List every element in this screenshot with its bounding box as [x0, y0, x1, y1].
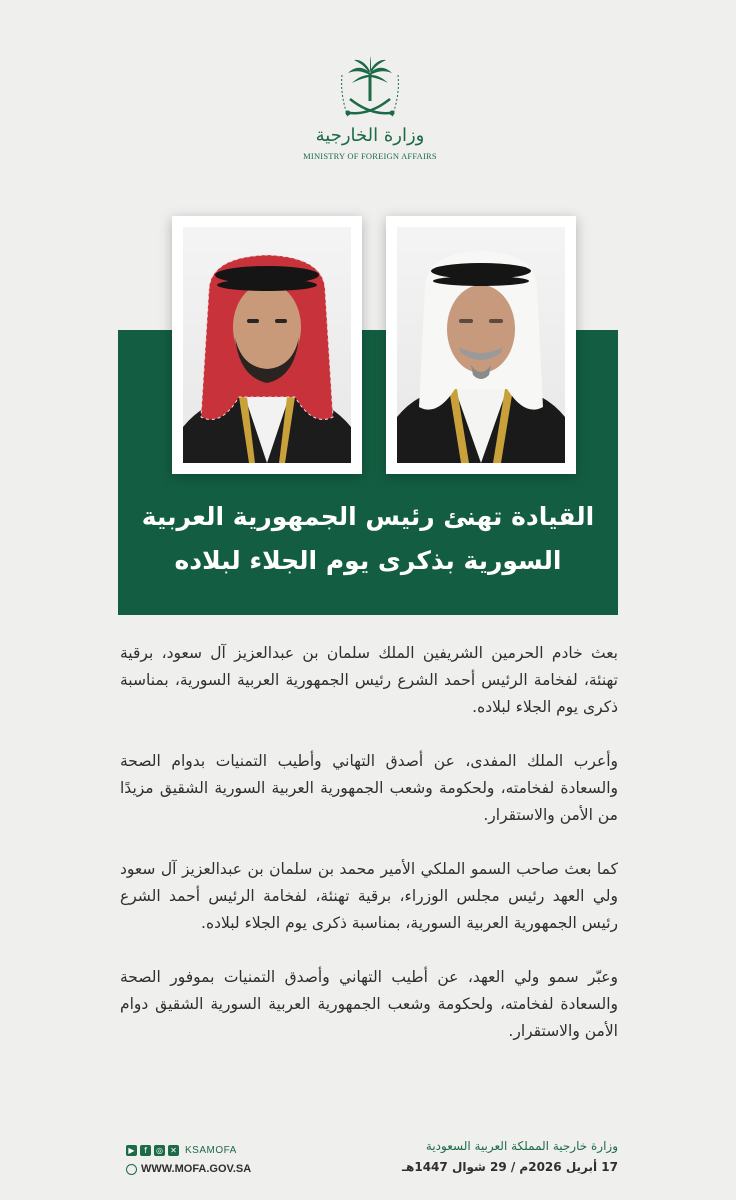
portrait-frame-king	[386, 216, 576, 474]
article-paragraph: وأعرب الملك المفدى، عن أصدق التهاني وأطيب التمنيات بدوام الصحة والسعادة لفخامته، ولحكومة وشعب الجمهورية العربية السورية الشقيق مزيدًا من الأمن والاستقرار.	[120, 752, 618, 824]
headline-line-1: القيادة تهنئ رئيس الجمهورية العربية	[141, 502, 595, 531]
footer-date: 17 أبريل 2026م / 29 شوال 1447هـ	[401, 1160, 618, 1174]
globe-icon	[126, 1164, 137, 1175]
king-portrait-image	[397, 227, 565, 463]
x-icon[interactable]: ✕	[168, 1145, 179, 1156]
ministry-logo	[300, 55, 440, 165]
website-url[interactable]: WWW.MOFA.GOV.SA	[141, 1163, 252, 1175]
article-paragraph: بعث خادم الحرمين الشريفين الملك سلمان بن عبدالعزيز آل سعود، برقية تهنئة، لفخامة الرئيس أحمد الشرع رئيس الجمهورية العربية السورية، بمناسبة ذكرى يوم الجلاء لبلاده.	[120, 644, 618, 716]
portrait-frame-crown-prince	[172, 216, 362, 474]
footer-contact	[118, 1137, 318, 1183]
palm-swords-emblem-icon	[340, 55, 400, 125]
article-paragraph: كما بعث صاحب السمو الملكي الأمير محمد بن سلمان بن عبدالعزيز آل سعود ولي العهد رئيس مجلس الوزراء، برقية تهنئة، لفخامة الرئيس أحمد الشرع رئيس الجمهورية العربية السورية، بمناسبة ذكرى يوم الجلاء لبلاده.	[120, 860, 618, 932]
ministry-name-english: MINISTRY OF FOREIGN AFFAIRS	[303, 151, 437, 161]
article-body	[120, 640, 618, 1072]
instagram-icon[interactable]: ◎	[154, 1145, 165, 1156]
youtube-icon[interactable]: ▶	[126, 1145, 137, 1156]
crown-prince-portrait-image	[183, 227, 351, 463]
social-links	[126, 1143, 237, 1157]
facebook-icon[interactable]: f	[140, 1145, 151, 1156]
footer-ministry: وزارة خارجية المملكة العربية السعودية	[425, 1139, 618, 1153]
social-handle[interactable]: KSAMOFA	[185, 1144, 237, 1156]
article-paragraph: وعبّر سمو ولي العهد، عن أطيب التهاني وأصدق التمنيات بموفور الصحة والسعادة لفخامته، ولحكومة وشعب الجمهورية العربية السورية الشقيق دوام الأمن والاستقرار.	[120, 968, 618, 1040]
website-link[interactable]	[126, 1163, 251, 1175]
headline	[118, 495, 618, 583]
ministry-name-arabic: وزارة الخارجية	[315, 125, 425, 146]
headline-line-2: السورية بذكرى يوم الجلاء لبلاده	[174, 546, 562, 575]
footer-info	[380, 1135, 618, 1177]
